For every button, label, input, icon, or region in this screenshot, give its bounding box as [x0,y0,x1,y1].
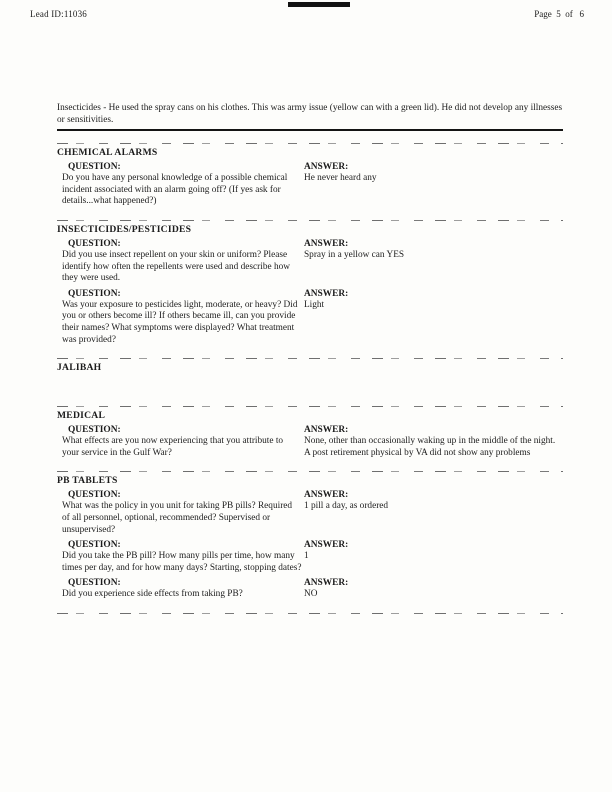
answer-column [304,577,563,601]
section-title: CHEMICAL ALARMS [57,147,158,159]
scan-artifact [288,2,350,7]
question-column [57,577,304,601]
section-medical [57,406,563,459]
section-chemical-alarms [57,143,563,208]
answer-column [304,539,563,563]
answer-label: ANSWER: [304,162,349,173]
sections-container [57,143,563,614]
question-text: Do you have any personal knowledge of a possible chemical incident associated with an alarm going off? (If yes ask for details...what happened?) [62,173,288,207]
answer-text: 1 pill a day, as ordered [304,501,389,512]
question-column [57,161,304,208]
qa-pair [57,577,563,601]
question-text: Did you take the PB pill? How many pills per time, how many times per day, and for how many days? Starting, stopping dates? [62,551,302,573]
question-label: QUESTION: [68,238,121,249]
qa-pair [57,161,563,208]
answer-text: Spray in a yellow can YES [304,249,405,260]
answer-label: ANSWER: [304,490,349,501]
answer-label: ANSWER: [304,540,349,551]
section-divider [57,406,563,407]
question-column [57,539,304,574]
question-text: What effects are you now experiencing that you attribute to your service in the Gulf War? [62,436,284,458]
section-insecticides-pesticides [57,220,563,346]
question-label: QUESTION: [68,578,121,589]
section-spacer [57,376,563,394]
answer-text: Light [304,299,325,310]
section-jalibah [57,358,563,394]
answer-text: NO [304,589,318,600]
qa-pair [57,288,563,346]
answer-label: ANSWER: [304,578,349,589]
question-label: QUESTION: [68,540,121,551]
section-divider [57,220,563,221]
page-number-label: Page 5 of 6 [534,9,584,19]
answer-text: He never heard any [304,173,377,184]
answer-text: None, other than occasionally waking up in the middle of the night. A post retirement physical by VA did not show any problems [304,436,556,458]
section-title: INSECTICIDES/PESTICIDES [57,223,192,235]
answer-label: ANSWER: [304,288,349,299]
question-label: QUESTION: [68,425,121,436]
question-text: Did you use insect repellent on your skin or uniform? Please identify how often the repellents were used and describe how they were used. [62,249,290,284]
question-label: QUESTION: [68,490,121,501]
answer-text: 1 [304,551,309,562]
section-title: MEDICAL [57,410,106,422]
document-content [57,103,563,617]
qa-pair [57,539,563,574]
section-title: PB TABLETS [57,475,118,487]
question-column [57,489,304,536]
qa-pair [57,489,563,536]
section-pb-tablets [57,471,563,601]
intro-paragraph: Insecticides - He used the spray cans on his clothes. This was army issue (yellow can with a green lid). He did not develop any illnesses or sensitivities. [57,103,563,125]
section-divider [57,358,563,359]
section-divider [57,471,563,472]
answer-label: ANSWER: [304,425,349,436]
question-column [57,238,304,285]
question-label: QUESTION: [68,162,121,173]
horizontal-rule [57,129,563,131]
answer-column [304,161,563,185]
question-text: Did you experience side effects from taking PB? [62,589,243,600]
lead-id-label: Lead ID:11036 [30,9,87,19]
answer-column [304,288,563,312]
question-text: What was the policy in you unit for taking PB pills? Required of all personnel, optional, recommended? Supervised or unsupervised? [62,501,293,535]
section-divider [57,613,563,614]
question-label: QUESTION: [68,288,121,299]
qa-pair [57,238,563,285]
answer-label: ANSWER: [304,238,349,249]
answer-column [304,238,563,262]
question-text: Was your exposure to pesticides light, moderate, or heavy? Did you or others become ill? If others became ill, can you provide their names? What symptoms were displayed? What treatment was provided? [62,299,298,345]
answer-column [304,489,563,513]
qa-pair [57,424,563,459]
answer-column [304,424,563,459]
question-column [57,424,304,459]
section-title: JALIBAH [57,362,102,374]
question-column [57,288,304,346]
section-divider [57,143,563,144]
